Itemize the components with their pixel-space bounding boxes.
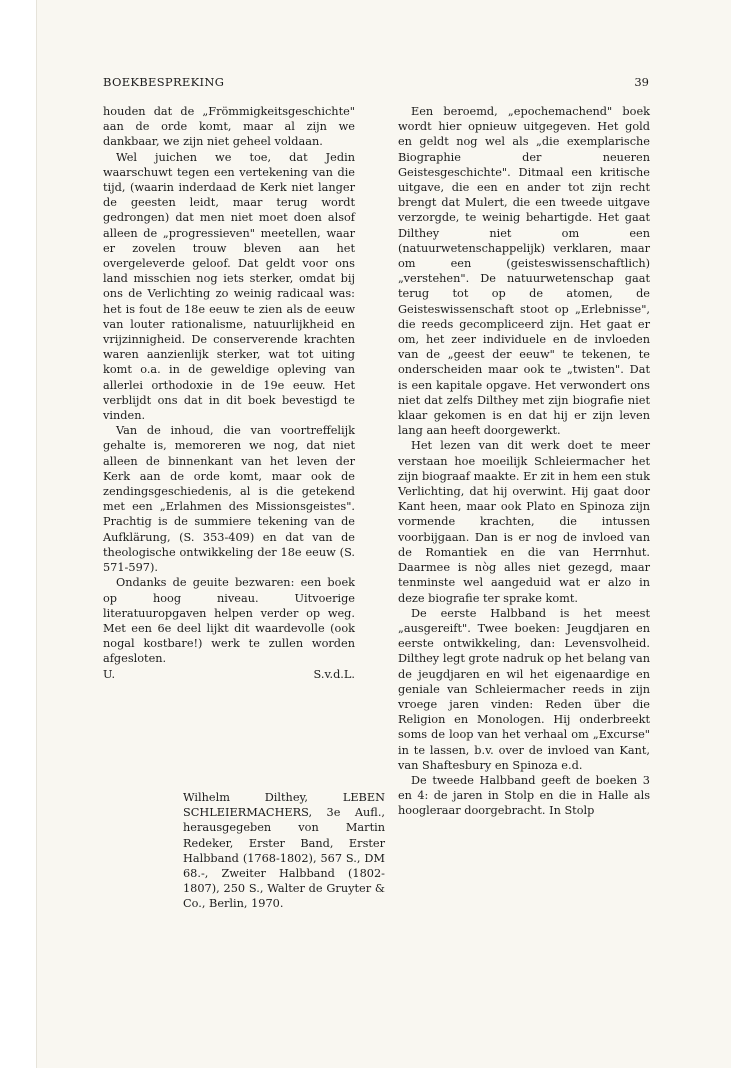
left-paragraph-1: houden dat de „Frömmigkeitsgeschichte" aan de orde komt, maar al zijn we dankbaar, we zijn niet geheel voldaan.	[103, 105, 355, 149]
right-paragraph-3: De eerste Halbband is het meest „ausgereift". Twee boeken: Jeugdjaren en eerste ontwikkeling, dan: Levensvolheid. Dilthey legt grote nadruk op het belang van de jeugdjaren en wil het eigenaardige en geniale van Schleiermacher reeds in zijn vroege jaren vinden: Reden über die Religion en Monologen. Hij onderbreekt soms de loop van het verhaal om „Excurse" in te lassen, b.v. over de invloed van Kant, van Shaftesbury en Spinoza e.d.	[398, 606, 650, 772]
left-paragraph-4: Ondanks de geuite bezwaren: een boek op hoog niveau. Uitvoerige literatuuropgaven helpen verder op weg. Met een 6e deel lijkt dit waardevolle (ook nogal kostbare!) werk te zullen worden afgesloten.	[103, 576, 355, 666]
bib-author: Wilhelm Dilthey,	[183, 791, 308, 804]
bibliographic-entry	[183, 790, 385, 912]
book-page	[36, 0, 731, 1068]
signature-reviewer: S.v.d.L.	[313, 667, 355, 681]
right-paragraph-1: Een beroemd, „epochemachend" boek wordt hier opnieuw uitgegeven. Het gold en geldt nog wel als „die exemplarische Biographie der neueren Geistesgeschichte". Ditmaal een kritische uitgave, die een en ander tot zijn recht brengt dat Mulert, die een tweede uitgave verzorgde, te weinig behartigde. Het gaat Dilthey niet om een (natuurwetenschappelijk) verklaren, maar om een (geisteswissenschaftlich) „verstehen". De natuurwetenschap gaat terug tot op de atomen, de Geisteswissenschaft stoot op „Erlebnisse", die reeds gecompliceerd zijn. Het gaat er om, het zeer individuele en de invloeden van de „geest der eeuw" te tekenen, te onderscheiden maar ook te „twisten". Dat is een kapitale opgave. Het verwondert ons niet dat zelfs Dilthey met zijn biografie niet klaar gekomen is en dat hij er zijn leven lang aan heeft doorgewerkt.	[398, 105, 650, 438]
right-column	[398, 104, 650, 819]
left-column	[103, 104, 355, 683]
left-paragraph-2: Wel juichen we toe, dat Jedin waarschuwt tegen een vertekening van die tijd, (waarin inderdaad de Kerk niet langer de geesten leidt, maar terug wordt gedrongen) dat men niet moet doen alsof alleen de „progressieven" meetellen, waar er zovelen trouw bleven aan het overgeleverde geloof. Dat geldt voor ons land misschien nog iets sterker, omdat bij ons de Verlichting zo weinig radicaal was: het is fout de 18e eeuw te zien als de eeuw van louter rationalisme, natuurlijkheid en vrijzinnigheid. De conserverende krachten waren aanzienlijk sterker, wat tot uiting komt o.a. in de geweldige opleving van allerlei orthodoxie in de 19e eeuw. Het verblijdt ons dat in dit boek bevestigd te vinden.	[103, 150, 355, 423]
left-paragraph-3: Van de inhoud, die van voortreffelijk gehalte is, memoreren we nog, dat niet alleen de binnenkant van het leven der Kerk aan de orde komt, maar ook de zendingsgeschiedenis, al is die getekend met een „Erlahmen des Missionsgeistes". Prachtig is de summiere tekening van de Aufklärung, (S. 353-409) en dat van de theologische ontwikkeling der 18e eeuw (S. 571-597).	[103, 424, 355, 575]
signature-initial: U.	[103, 667, 116, 681]
bib-text	[183, 790, 385, 912]
bib-title: LEBEN SCHLEIERMACHERS,	[183, 791, 385, 820]
running-title: BOEKBESPREKING	[103, 75, 225, 89]
right-paragraph-2: Het lezen van dit werk doet te meer verstaan hoe moeilijk Schleiermacher het zijn biograaf maakte. Er zit in hem een stuk Verlichting, dat hij overwint. Hij gaat door Kant heen, maar ook Plato en Spinoza zijn vormende krachten, die intussen voorbijgaan. Dan is er nog de invloed van de Romantiek en die van Herrnhut. Daarmee is nòg alles niet gezegd, maar tenminste wel aangeduid wat er alzo in deze biografie ter sprake komt.	[398, 439, 650, 605]
page-number: 39	[634, 75, 649, 89]
review-signature	[103, 667, 355, 683]
bib-details: 3e Aufl., herausgegeben von Martin Redeker, Erster Band, Erster Halbband (1768-1802), 567 S., DM 68.-, Zweiter Halbband (1802-1807), 250 S., Walter de Gruyter & Co., Berlin, 1970.	[183, 806, 385, 911]
right-paragraph-4: De tweede Halbband geeft de boeken 3 en 4: de jaren in Stolp en die in Halle als hoogleraar doorgebracht. In Stolp	[398, 773, 650, 818]
page-header	[103, 75, 649, 91]
